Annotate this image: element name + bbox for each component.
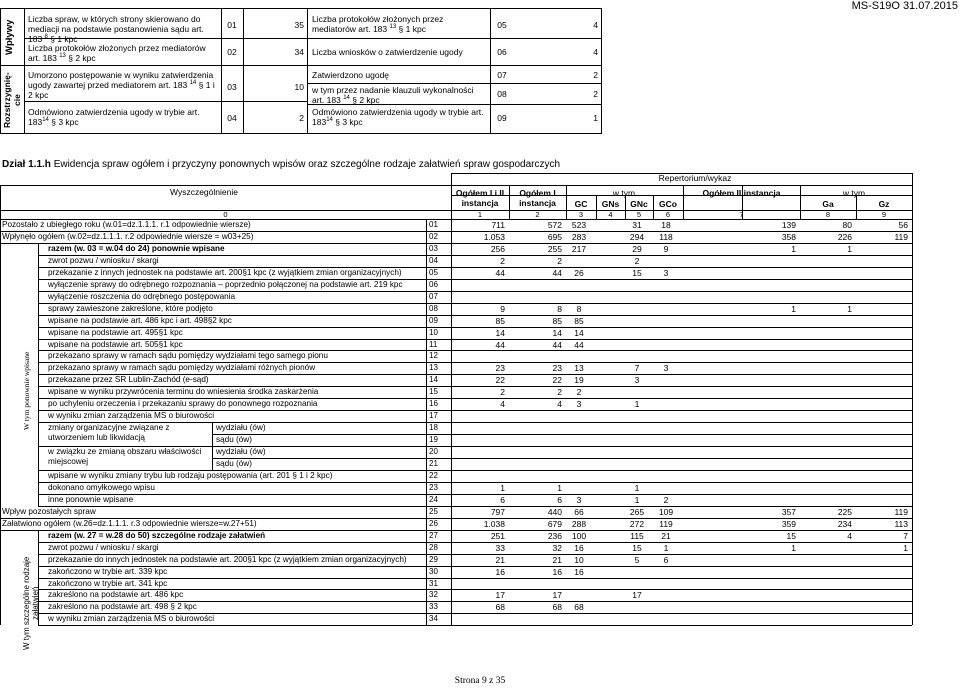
row-value: 1.053 [483,231,505,242]
row-value: 119 [894,506,908,517]
row-sublabel: wydziału (ów) [216,423,266,433]
row-value: 265 [629,506,645,517]
row-label: Pozostało z ubiegłego roku (w.01=dz.1.1.1. r.1 odpowiednie wiersze) [2,220,251,229]
row-value: 139 [781,220,796,230]
row-label: zwrot pozwu / wniosku / skargi [48,542,159,552]
col-header-4: GNs [601,199,620,209]
col-number: 8 [825,210,831,219]
code: 09 [497,113,507,123]
row-value: 711 [491,220,505,230]
row-code: 08 [429,303,438,313]
row-value: 2 [557,255,562,266]
row-label: Załatwiono ogółem (w.26=dz.1.1.1. r.3 odpowiednie wiersze=w.27+51) [2,518,257,528]
row-value: 251 [490,530,505,541]
value: 2 [593,70,598,80]
row-value: 226 [837,231,852,242]
row-value: 1 [791,303,796,314]
w-tym-2: w tym [842,188,866,198]
row-code: 11 [429,339,438,349]
row-value: 80 [842,220,852,230]
row-label: przekazanie z innych jednostek na podstawie art. 200§1 kpc (z wyjątkiem zmian organizacyjnych) [48,267,402,277]
row-value: 1 [634,482,640,493]
table-row [0,434,912,446]
col-number: 7 [739,210,744,219]
wplywy-label: Wpływy [4,19,15,56]
row-value: 1 [847,243,852,254]
header-left-row-1: Liczba spraw, w których strony skierowano do mediacji na podstawie postanowienia sądu art. 183 $^8$ § 1 kpc [28,14,204,44]
row-value: 118 [659,231,673,242]
row-value: 572 [547,220,562,230]
row-value: 21 [552,554,562,565]
row-label: zakończono w trybie art. 341 kpc [48,578,168,588]
row-value: 2 [500,255,505,266]
row-value: 288 [571,518,587,529]
header-right-row-9: Odmówiono zatwierdzenia ugody w trybie art. $183^{14}$ § 3 kpc [312,107,484,127]
row-value: 15 [632,267,642,278]
col-header-8: Ga [822,199,834,209]
col-number: 1 [477,210,483,219]
row-value: 16 [495,566,505,577]
row-value: 1 [847,303,852,314]
row-value: 7 [903,530,908,541]
row-code: 26 [429,518,438,528]
row-code: 19 [429,435,438,445]
row-value: 31 [632,220,642,230]
row-code: 12 [429,351,438,361]
row-code: 29 [429,554,438,564]
col-header-6: GCo [659,199,677,209]
row-value: 44 [495,267,505,278]
row-value: 29 [632,243,642,254]
row-value: 255 [547,243,562,254]
row-code: 25 [429,506,438,516]
row-value: 23 [552,363,562,374]
row-label: przekazano sprawy w ramach sądu pomiędzy wydziałami różnych pionów [48,363,316,373]
row-label: przekazane przez SR Lublin-Zachód (e-sąd) [48,375,209,385]
row-value: 217 [571,243,587,254]
row-value: 1 [791,542,796,553]
row-label: razem (w. 27 = w.28 do 50) szczególne rodzaje załatwień [48,530,266,540]
row-code: 09 [429,315,438,325]
row-code: 03 [429,243,438,253]
side-label-ponownie: W tym ponownie wpisane [22,351,31,430]
row-label: dokonano omyłkowego wpisu [48,482,155,492]
row-value: 119 [894,231,908,242]
row-sublabel: sądu (ów) [216,459,252,468]
row-value: 2 [576,387,582,398]
row-value: 21 [661,530,671,541]
row-value: 7 [634,363,640,374]
section-title [2,159,560,170]
code: 06 [497,47,507,57]
row-value: 6 [500,494,505,505]
row-value: 56 [898,220,908,230]
row-label: zmiany organizacyjne związane z utworzeniem lub likwidacją [48,423,170,443]
row-value: 22 [552,375,562,386]
header-left-row-4: Odmówiono zatwierdzenia ugody w trybie art. $183^{14}$ § 3 kpc [28,107,200,127]
row-value: 236 [547,530,562,541]
value: 1 [593,113,598,123]
row-value: 100 [571,530,587,541]
row-label: wpisane na podstawie art. 486 kpc i art. 498§2 kpc [48,315,232,325]
row-label: wpisane na podstawie art. 495§1 kpc [48,327,183,337]
row-code: 06 [429,279,438,289]
row-value: 66 [574,506,584,517]
row-value: 6 [663,554,669,565]
row-value: 359 [781,518,796,529]
row-code: 23 [429,482,438,492]
col-number: 2 [535,210,540,219]
row-value: 234 [837,518,852,529]
row-value: 33 [495,542,505,553]
row-value: 1 [557,482,562,493]
row-value: 15 [786,530,796,541]
row-value: 440 [547,506,562,517]
col-header-9: Gz [878,199,890,209]
row-value: 5 [634,554,640,565]
rozstrzygniecie-label: Rozstrzygnię-cie [2,72,22,128]
row-value: 2 [663,494,669,505]
row-value: 283 [571,231,587,242]
header-right-row-8: w tym przez nadanie klauzuli wykonalności art. 183 $^{14}$ § 2 kpc [312,85,474,105]
row-value: 797 [490,506,505,517]
row-label: wyłączenie sprawy do odrębnego rozpoznania – poprzednio połączonej na podstawie art. 219 kpc [48,279,403,289]
row-value: 16 [574,566,584,577]
row-label: sprawy zawieszone zakreślone, które podjęto [48,303,213,313]
row-code: 24 [429,494,438,504]
row-value: 44 [552,339,562,350]
row-code: 33 [429,602,438,612]
value: 34 [294,47,304,57]
row-value: 44 [574,339,584,350]
row-label: inne ponownie wpisane [48,494,134,504]
row-label: wpisane na podstawie art. 505§1 kpc [48,339,183,349]
header-right-row-7: Zatwierdzono ugodę [312,70,390,80]
row-value: 115 [630,530,644,541]
row-value: 225 [837,506,852,517]
row-value: 358 [781,231,796,242]
value: 10 [294,82,304,92]
row-value: 1 [663,542,669,553]
row-value: 119 [659,518,673,529]
row-value: 4 [557,399,562,410]
row-value: 1 [791,243,796,254]
col-header-5: GNc [630,199,648,209]
row-value: 22 [495,375,505,386]
row-value: 68 [574,602,584,613]
row-code: 13 [429,363,438,373]
row-value: 21 [495,554,505,565]
row-label: Wpłynęło ogółem (w.02=dz.1.1.1. r.2 odpowiednie wiersze = w03+25) [2,231,254,241]
row-label: przekazanie do innych jednostek na podstawie art. 200§1 kpc (z wyjątkiem zmian organizacyjnych) [48,554,407,564]
form-id: MS-S19O 31.07.2015 [851,0,958,12]
row-value: 16 [552,566,562,577]
value: 4 [593,47,598,57]
row-code: 31 [429,578,438,588]
wyszczegolnienie-header: Wyszczególnienie [170,187,238,197]
col-number: 5 [636,210,642,219]
col-header-3: GC [574,199,588,209]
row-label: wpisane w wyniku przywrócenia terminu do wniesienia środka zaskarżenia [48,387,319,397]
row-value: 2 [500,387,505,398]
row-label: wyłączenie roszczenia do odrębnego postępowania [48,291,236,301]
row-value: 44 [552,267,562,278]
row-value: 19 [574,375,584,386]
code: 04 [227,113,237,123]
header-right-row-5: Liczba protokołów złożonych przez mediatorów art. 183 $^{13}$ § 1 kpc [312,14,444,34]
row-value: 85 [495,315,505,326]
row-value: 1 [634,399,640,410]
row-code: 07 [429,291,438,301]
row-value: 9 [500,303,505,314]
row-code: 28 [429,542,438,552]
row-value: 294 [629,231,645,242]
code: 02 [227,47,237,57]
table-row [0,458,912,470]
row-value: 23 [495,363,505,374]
row-code: 16 [429,399,438,409]
code: 08 [497,89,507,99]
row-value: 68 [552,602,562,613]
row-value: 1.038 [483,518,505,529]
row-code: 20 [429,447,438,457]
row-value: 679 [547,518,562,529]
row-label: zakreślono na podstawie art. 498 § 2 kpc [48,602,197,612]
col-header-1: Ogółem I i II instancja [455,188,505,208]
row-value: 1 [500,482,505,493]
row-value: 1 [903,542,908,553]
row-value: 109 [658,506,674,517]
row-value: 2 [557,387,562,398]
row-code: 34 [429,614,438,624]
row-label: w wyniku zmian zarządzenia MS o biurowości [48,614,215,624]
row-value: 256 [490,243,505,254]
row-value: 2 [634,255,640,266]
row-label: Wpływ pozostałych spraw [2,506,96,516]
row-value: 14 [574,327,584,338]
row-value: 13 [574,363,584,374]
row-value: 4 [500,399,505,410]
row-value: 3 [576,494,582,505]
section-title-number: Dział 1.1.h [2,159,51,170]
row-value: 3 [576,399,582,410]
row-label: w wyniku zmian zarządzenia MS o biurowości [48,411,215,421]
row-value: 18 [661,220,671,230]
row-value: 1 [634,494,640,505]
code: 07 [497,70,507,80]
row-label: wpisane w wyniku zmiany trybu lub rodzaju postępowania (art. 201 § 1 i 2 kpc) [48,470,333,480]
row-value: 32 [552,542,562,553]
row-code: 21 [429,459,438,468]
row-value: 523 [571,220,587,230]
row-code: 32 [429,590,438,600]
w-tym-1: w tym [612,188,636,198]
row-value: 14 [552,327,562,338]
code: 03 [227,82,237,92]
col-number: 4 [608,210,613,219]
row-label: po uchyleniu orzeczenia i przekazaniu sprawy do ponownego rozpoznania [48,399,318,409]
row-value: 9 [663,243,669,254]
row-value: 3 [663,267,669,278]
header-left-row-3: Umorzono postępowanie w wyniku zatwierdzenia ugody zawartej przed mediatorem art. 183 $^{14}$ § 1 i 2 kpc [28,70,215,100]
row-code: 30 [429,566,438,576]
row-value: 15 [632,542,642,553]
row-code: 05 [429,267,438,277]
row-value: 68 [495,602,505,613]
row-value: 17 [495,590,505,601]
row-value: 17 [552,590,562,601]
row-code: 10 [429,327,438,337]
value: 2 [299,113,304,123]
row-value: 6 [557,494,562,505]
row-code: 04 [429,255,438,265]
row-value: 695 [547,231,562,242]
row-label: przekazano sprawy w ramach sądu pomiędzy wydziałami tego samego pionu [48,351,328,361]
row-value: 44 [495,339,505,350]
col-header-7: Ogółem II instancja [702,188,781,198]
row-label: zakończono w trybie art. 339 kpc [48,566,168,576]
row-label: zwrot pozwu / wniosku / skargi [48,255,159,265]
row-value: 8 [576,303,582,314]
row-value: 10 [574,554,584,565]
code: 05 [497,20,507,30]
row-value: 272 [629,518,645,529]
row-code: 22 [429,470,438,480]
row-value: 26 [574,267,584,278]
row-value: 16 [574,542,584,553]
row-value: 4 [847,530,852,541]
row-value: 113 [894,518,908,529]
side-label-szczegolne: W tym szczególne rodzaje załatwień [22,556,40,651]
row-sublabel: sądu (ów) [216,435,252,445]
row-code: 27 [429,530,438,540]
row-code: 02 [429,231,438,241]
header-right-row-6: Liczba wniosków o zatwierdzenie ugody [312,47,463,57]
page-number: Strona 9 z 35 [454,676,506,686]
col-number: 0 [223,210,228,219]
row-code: 18 [429,423,438,433]
row-sublabel: wydziału (ów) [216,447,266,457]
row-value: 85 [574,315,584,326]
row-value: 357 [781,506,796,517]
row-code: 15 [429,387,438,397]
row-value: 17 [632,590,642,601]
value: 4 [593,20,598,30]
col-number: 3 [578,210,584,219]
section-title-text: Ewidencja spraw ogółem i przyczyny ponownych wpisów oraz szczególne rodzaje załatwień spraw gospodarczych [53,159,561,170]
row-value: 3 [634,375,640,386]
row-code: 17 [429,411,438,421]
row-code: 01 [429,220,438,229]
row-value: 3 [663,363,669,374]
header-left-row-2: Liczba protokołów złożonych przez mediatorów art. 183 $^{13}$ § 2 kpc [28,43,206,63]
col-group-label: Repertorium/wykaz [658,173,732,183]
col-header-2: Ogółem I instancja [519,188,556,208]
row-value: 85 [552,315,562,326]
row-value: 8 [557,303,562,314]
row-label: w związku ze zmianą obszaru właściwości miejscowej [48,447,202,467]
value: 2 [593,89,598,99]
row-label: razem (w. 03 = w.04 do 24) ponownie wpisane [48,243,225,253]
row-code: 14 [429,375,438,385]
row-label: zakreślono na podstawie art. 486 kpc [48,590,184,600]
col-number: 9 [881,210,887,219]
code: 01 [227,20,237,30]
value: 35 [294,20,304,30]
col-number: 6 [665,210,671,219]
row-value: 14 [495,327,505,338]
